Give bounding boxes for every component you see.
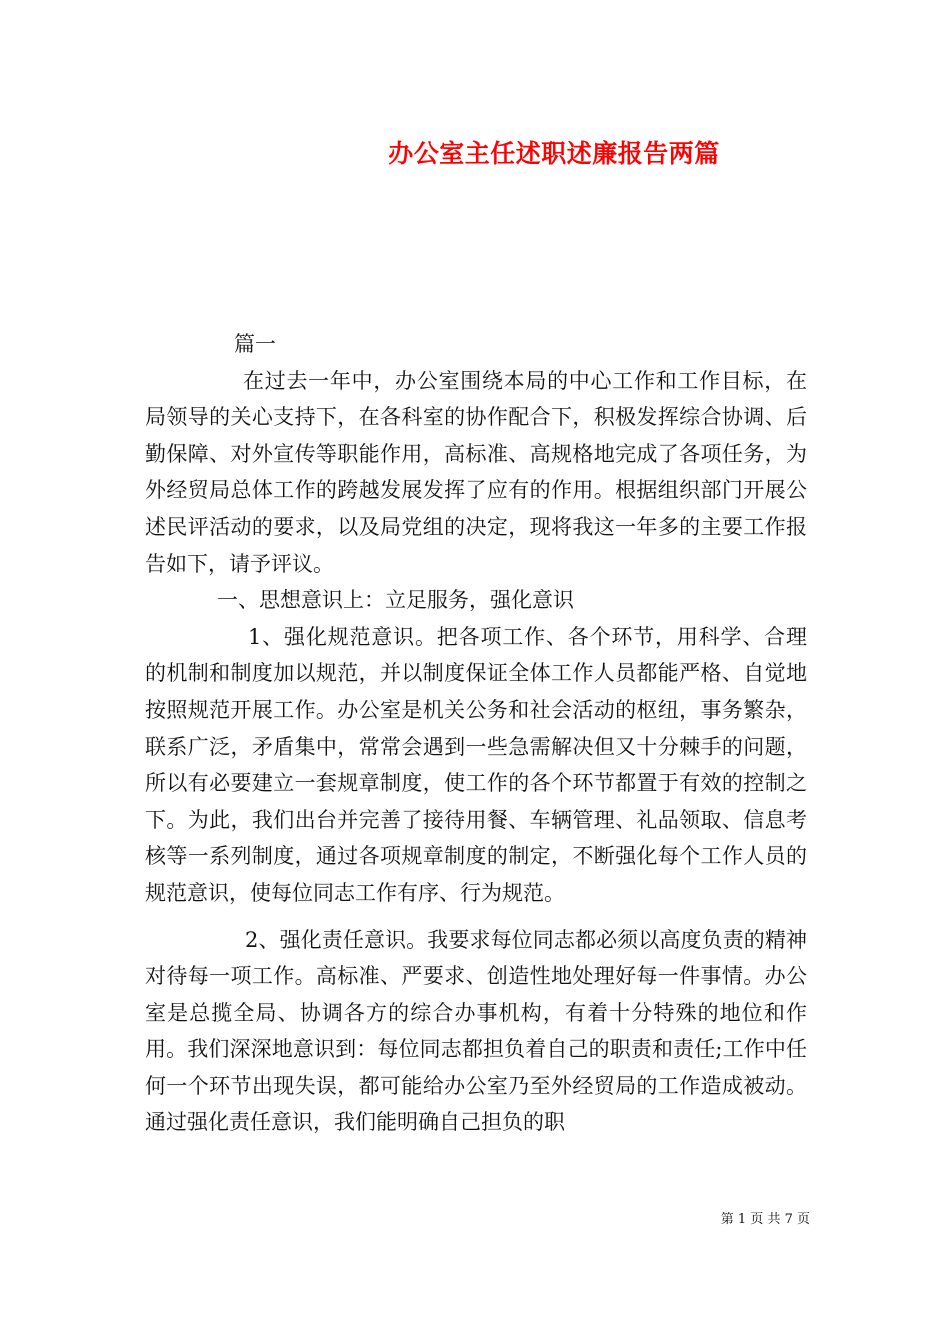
paragraph-item-2: 2、强化责任意识。我要求每位同志都必须以高度负责的精神对待每一项工作。高标准、严要求、创造性地处理好每一件事情。办公室是总揽全局、协调各方的综合办事机构，有着十分特殊的地位和作用。我们深深地意识到：每位同志都担负着自己的职责和责任;工作中任何一个环节出现失误，都可能给办公室乃至外经贸局的工作造成被动。通过强化责任意识，我们能明确自己担负的职	[145, 927, 807, 1135]
page-footer: 第 1 页 共 7 页	[720, 1212, 810, 1227]
section-heading: 一、思想意识上：立足服务，强化意识	[217, 588, 574, 613]
document-body	[145, 326, 807, 1141]
section-label: 篇一	[234, 332, 276, 356]
intro-paragraph: 在过去一年中，办公室围绕本局的中心工作和工作目标，在局领导的关心支持下，在各科室的协作配合下，积极发挥综合协调、后勤保障、对外宣传等职能作用，高标准、高规格地完成了各项任务，为外经贸局总体工作的跨越发展发挥了应有的作用。根据组织部门开展公述民评活动的要求，以及局党组的决定，现将我这一年多的主要工作报告如下，请予评议。	[145, 368, 807, 576]
document-title: 办公室主任述职述廉报告两篇	[388, 139, 720, 168]
paragraph-item-1: 1、强化规范意识。把各项工作、各个环节，用科学、合理的机制和制度加以规范，并以制度保证全体工作人员都能严格、自觉地按照规范开展工作。办公室是机关公务和社会活动的枢纽，事务繁杂，联系广泛，矛盾集中，常常会遇到一些急需解决但又十分棘手的问题，所以有必要建立一套规章制度，使工作的各个环节都置于有效的控制之下。为此，我们出台并完善了接待用餐、车辆管理、礼品领取、信息考核等一系列制度，通过各项规章制度的制定，不断强化每个工作人员的规范意识，使每位同志工作有序、行为规范。	[145, 624, 807, 905]
